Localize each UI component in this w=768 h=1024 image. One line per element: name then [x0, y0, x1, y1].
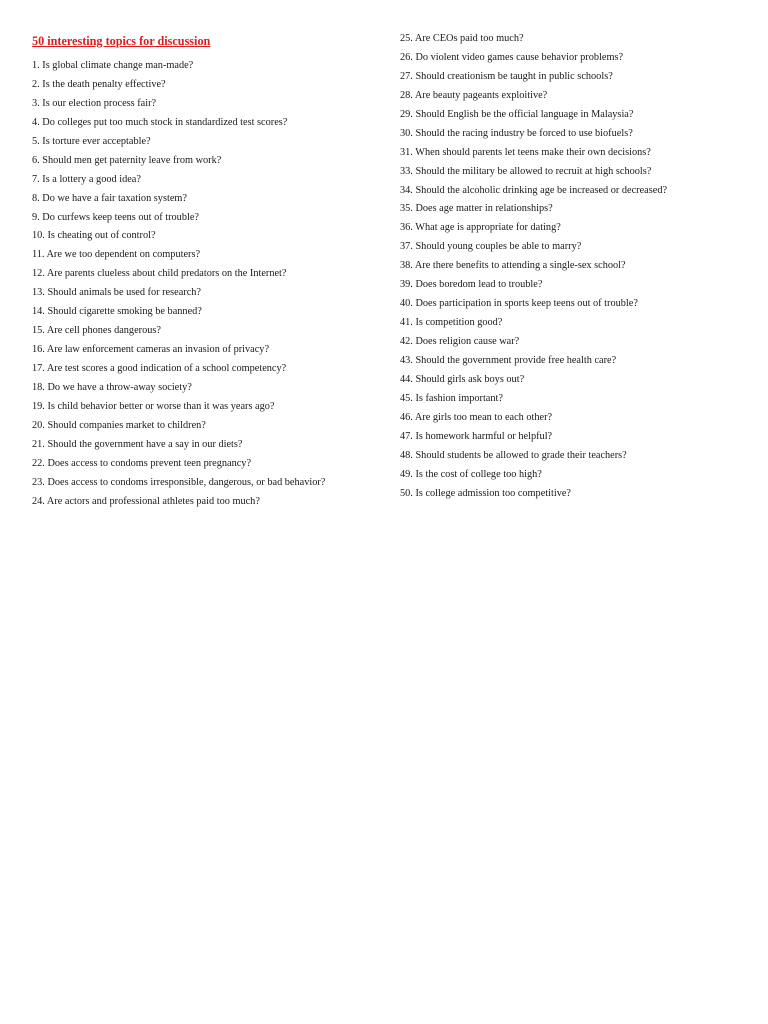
topic-item: 15. Are cell phones dangerous?	[32, 325, 161, 337]
topic-item: 14. Should cigarette smoking be banned?	[32, 306, 202, 318]
topic-item: 18. Do we have a throw-away society?	[32, 381, 192, 393]
topic-item: 47. Is homework harmful or helpful?	[400, 430, 553, 442]
topic-item: 12. Are parents clueless about child predators on the Internet?	[32, 268, 287, 280]
topic-item: 23. Does access to condoms irresponsible, dangerous, or bad behavior?	[32, 476, 326, 488]
topic-item: 29. Should English be the official language in Malaysia?	[400, 108, 634, 120]
topic-item: 6. Should men get paternity leave from work?	[32, 154, 222, 166]
topic-item: 9. Do curfews keep teens out of trouble?	[32, 211, 199, 223]
topic-item: 7. Is a lottery a good idea?	[32, 173, 141, 185]
topic-item: 39. Does boredom lead to trouble?	[400, 279, 543, 291]
topic-item: 37. Should young couples be able to marry?	[400, 241, 582, 253]
topic-item: 46. Are girls too mean to each other?	[400, 411, 553, 423]
right-topic-list	[400, 30, 750, 503]
topic-item: 16. Are law enforcement cameras an invasion of privacy?	[32, 344, 270, 356]
topic-item: 13. Should animals be used for research?	[32, 287, 201, 299]
topic-item: 45. Is fashion important?	[400, 392, 503, 404]
topic-item: 17. Are test scores a good indication of a school competency?	[32, 363, 287, 374]
topic-item: 25. Are CEOs paid too much?	[400, 33, 524, 44]
topic-item: 50. Is college admission too competitive?	[400, 487, 572, 499]
topic-item: 31. When should parents let teens make their own decisions?	[400, 146, 651, 158]
topic-item: 28. Are beauty pageants exploitive?	[400, 89, 548, 101]
right-column	[400, 30, 750, 503]
page-title: 50 interesting topics for discussion	[32, 34, 211, 48]
topic-item: 38. Are there benefits to attending a single-sex school?	[400, 260, 626, 272]
left-column	[32, 30, 382, 512]
topic-item: 35. Does age matter in relationships?	[400, 203, 553, 215]
topic-item: 19. Is child behavior better or worse than it was years ago?	[32, 400, 275, 412]
topic-item: 44. Should girls ask boys out?	[400, 373, 525, 385]
topic-item: 5. Is torture ever acceptable?	[32, 135, 151, 147]
topic-item: 24. Are actors and professional athletes paid too much?	[32, 495, 260, 507]
topic-item: 30. Should the racing industry be forced to use biofuels?	[400, 127, 633, 139]
topic-item: 40. Does participation in sports keep teens out of trouble?	[400, 298, 638, 310]
topic-item: 4. Do colleges put too much stock in standardized test scores?	[32, 116, 288, 128]
topic-item: 26. Do violent video games cause behavior problems?	[400, 51, 624, 63]
topic-item: 41. Is competition good?	[400, 317, 503, 329]
topic-item: 3. Is our election process fair?	[32, 97, 157, 109]
topic-item: 27. Should creationism be taught in public schools?	[400, 70, 613, 82]
topic-item: 2. Is the death penalty effective?	[32, 78, 166, 90]
topic-item: 43. Should the government provide free health care?	[400, 354, 617, 366]
topic-item: 20. Should companies market to children?	[32, 419, 206, 431]
topic-item: 34. Should the alcoholic drinking age be increased or decreased?	[400, 184, 668, 196]
topic-item: 10. Is cheating out of control?	[32, 230, 156, 242]
left-topic-list	[32, 57, 382, 512]
topic-item: 21. Should the government have a say in our diets?	[32, 438, 243, 450]
topic-item: 33. Should the military be allowed to recruit at high schools?	[400, 165, 652, 177]
topic-item: 48. Should students be allowed to grade their teachers?	[400, 449, 627, 461]
topic-item: 49. Is the cost of college too high?	[400, 468, 542, 480]
topic-item: 8. Do we have a fair taxation system?	[32, 192, 187, 204]
topic-item: 1. Is global climate change man-made?	[32, 60, 194, 71]
topic-item: 22. Does access to condoms prevent teen pregnancy?	[32, 457, 252, 469]
topic-item: 11. Are we too dependent on computers?	[32, 249, 201, 261]
topic-item: 36. What age is appropriate for dating?	[400, 222, 561, 234]
topic-item: 42. Does religion cause war?	[400, 336, 520, 347]
